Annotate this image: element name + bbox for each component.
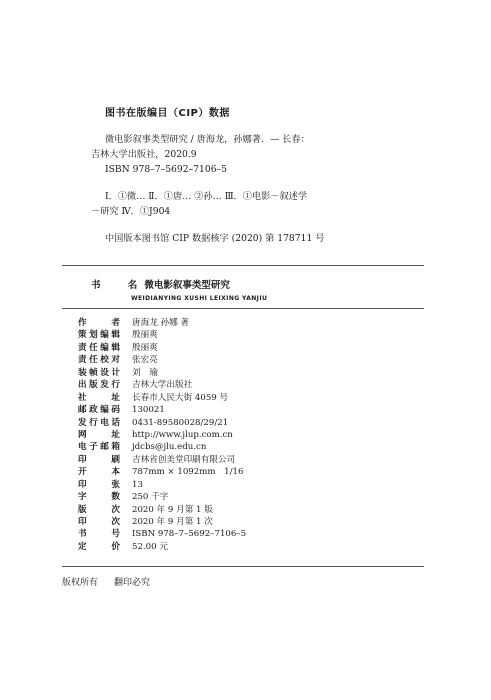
- detail-label: 开本: [78, 467, 120, 478]
- detail-value: 唐海龙 孙娜 著: [132, 318, 190, 328]
- detail-value: 2020 年 9 月第 1 次: [132, 517, 213, 527]
- detail-row: [78, 466, 246, 478]
- detail-row: [78, 504, 246, 516]
- detail-value: 52.00 元: [132, 541, 168, 552]
- detail-row: [78, 417, 246, 429]
- detail-row: [78, 379, 246, 391]
- detail-value: 吉林省创美堂印刷有限公司: [132, 454, 236, 465]
- detail-label: 装帧设计: [78, 367, 120, 378]
- publication-details: [78, 317, 246, 553]
- cip-block: [91, 132, 411, 246]
- detail-row: [78, 454, 246, 466]
- detail-label: 策划编辑: [78, 330, 120, 341]
- cip-number: 中国版本图书馆 CIP 数据核字 (2020) 第 178711 号: [105, 233, 325, 244]
- cip-classification-line: Ⅰ．①微… Ⅱ．①唐… ②孙… Ⅲ．①电影－叙述学: [105, 191, 308, 202]
- detail-label: 作者: [78, 318, 120, 328]
- detail-label: 印次: [78, 517, 120, 527]
- detail-row: [78, 367, 246, 379]
- detail-row: [78, 516, 246, 528]
- cip-line: 吉林大学出版社，2020.9: [91, 149, 197, 160]
- detail-row: [78, 317, 246, 329]
- piracy-notice: 翻印必究: [114, 578, 151, 588]
- book-title-label: 书 名: [91, 280, 150, 291]
- detail-row: [78, 479, 246, 491]
- cip-heading: 图书在版编目（CIP）数据: [105, 108, 230, 119]
- detail-label: 印张: [78, 479, 120, 490]
- divider-bottom: [62, 566, 424, 567]
- detail-row: [78, 404, 246, 416]
- detail-row: [78, 342, 246, 354]
- detail-row: [78, 541, 246, 553]
- detail-label: 责任编辑: [78, 342, 120, 353]
- detail-label: 字数: [78, 492, 120, 503]
- detail-value: 2020 年 9 月第 1 版: [132, 504, 213, 515]
- detail-row: [78, 441, 246, 453]
- detail-label: 责任校对: [78, 355, 120, 366]
- cip-classification-line: －研究 Ⅳ．①J904: [91, 206, 171, 217]
- rights-reserved: 版权所有: [62, 578, 99, 588]
- detail-value: jdcbs@jlu.edu.cn: [132, 442, 207, 453]
- cip-line: ISBN 978–7–5692–7106–5: [105, 164, 227, 175]
- detail-label: 电子邮箱: [78, 442, 120, 453]
- detail-label: 社址: [78, 392, 120, 403]
- detail-value: 殷丽爽: [132, 342, 158, 353]
- detail-value: 787mm × 1092mm 1/16: [132, 467, 244, 478]
- detail-row: [78, 392, 246, 404]
- detail-value: 殷丽爽: [132, 330, 158, 341]
- divider-middle: [62, 308, 424, 309]
- detail-value: 130021: [132, 405, 165, 416]
- detail-value: http://www.jlup.com.cn: [132, 429, 233, 440]
- detail-label: 印刷: [78, 454, 120, 465]
- book-title: 微电影叙事类型研究: [144, 280, 230, 291]
- detail-label: 发行电话: [78, 417, 120, 428]
- book-title-pinyin: WEIDIANYING XUSHI LEIXING YANJIU: [131, 295, 268, 302]
- detail-value: 长春市人民大街 4059 号: [132, 392, 229, 403]
- cip-line: 微电影叙事类型研究 / 唐海龙，孙娜著．— 长春：: [105, 134, 310, 145]
- detail-label: 网址: [78, 429, 120, 440]
- detail-value: 刘 瑜: [132, 367, 158, 378]
- detail-row: [78, 354, 246, 366]
- detail-label: 版次: [78, 504, 120, 515]
- detail-row: [78, 528, 246, 540]
- detail-value: ISBN 978–7–5692–7106–5: [132, 529, 247, 540]
- detail-row: [78, 429, 246, 441]
- detail-value: 吉林大学出版社: [132, 380, 193, 391]
- detail-value: 13: [132, 479, 143, 490]
- detail-row: [78, 329, 246, 341]
- divider-top: [62, 265, 424, 266]
- detail-value: 张宏亮: [132, 355, 158, 366]
- detail-label: 定价: [78, 541, 120, 552]
- detail-value: 0431-89580028/29/21: [132, 417, 229, 428]
- detail-row: [78, 491, 246, 503]
- detail-label: 邮政编码: [78, 405, 120, 416]
- book-title-row: [91, 277, 230, 291]
- rights-notice: [62, 575, 166, 588]
- detail-value: 250 千字: [132, 492, 169, 503]
- detail-label: 出版发行: [78, 380, 120, 391]
- detail-label: 书号: [78, 529, 120, 540]
